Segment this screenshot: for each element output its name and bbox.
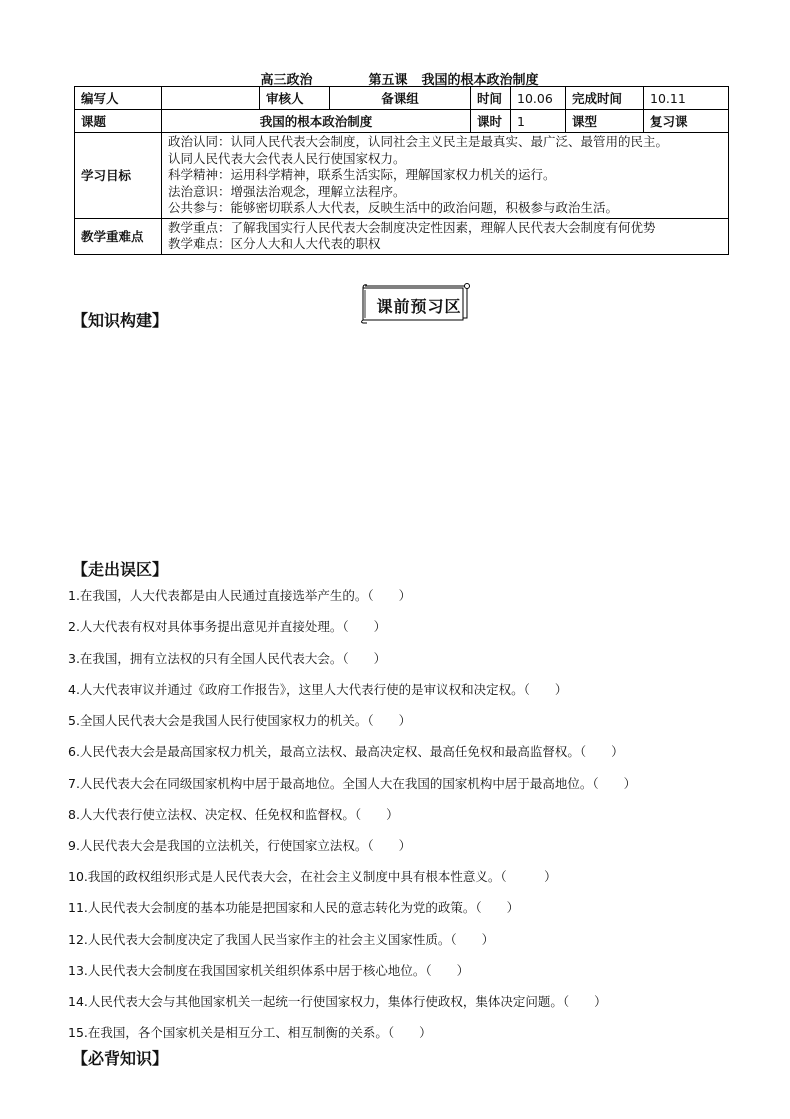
list-item: 15.在我国，各个国家机关是相互分工、相互制衡的关系。（ ） [68, 1025, 432, 1040]
finish-label: 完成时间 [566, 87, 644, 110]
list-item: 4.人大代表审议并通过《政府工作报告》，这里人大代表行使的是审议权和决定权。（ ） [68, 682, 568, 697]
list-item: 6.人民代表大会是最高国家权力机关，最高立法权、最高决定权、最高任免权和最高监督权。（ ） [68, 744, 624, 759]
table-row [75, 110, 729, 133]
title-lesson: 第五课 [368, 73, 408, 88]
time-value: 10.06 [511, 87, 566, 110]
goal-line: 政治认同：认同人民代表大会制度，认同社会主义民主是最真实、最广泛、最管用的民主。 [168, 134, 669, 149]
goal-line: 法治意识：增强法治观念，理解立法程序。 [168, 183, 406, 199]
focus-line: 教学重点：了解我国实行人民代表大会制度决定性因素，理解人民代表大会制度有何优势 [168, 219, 656, 235]
list-item: 5.全国人民代表大会是我国人民行使国家权力的机关。（ ） [68, 713, 412, 728]
list-item: 8.人大代表行使立法权、决定权、任免权和监督权。（ ） [68, 807, 399, 822]
list-item: 13.人民代表大会制度在我国国家机关组织体系中居于核心地位。（ ） [68, 963, 470, 978]
list-item: 10.我国的政权组织形式是人民代表大会，在社会主义制度中具有根本性意义。（ ） [68, 869, 557, 884]
section-knowledge: 【知识构建】 [72, 311, 169, 330]
type-value: 复习课 [644, 110, 729, 133]
title-topic: 我国的根本政治制度 [421, 73, 539, 88]
author-value [162, 87, 260, 110]
time-label: 时间 [471, 87, 511, 110]
preview-scroll-badge [359, 282, 471, 324]
finish-value: 10.11 [644, 87, 729, 110]
subject-value: 我国的根本政治制度 [162, 110, 471, 133]
reviewer-label: 审核人 [260, 87, 330, 110]
preview-badge-label: 课前预习区 [376, 297, 462, 316]
focus-line: 教学难点：区分人大和人大代表的职权 [168, 236, 381, 251]
goal-line: 公共参与：能够密切联系人大代表，反映生活中的政治问题，积极参与政治生活。 [168, 200, 619, 215]
list-item: 3.在我国，拥有立法权的只有全国人民代表大会。（ ） [68, 651, 387, 666]
table-row [75, 218, 729, 254]
document-title [0, 54, 790, 88]
group-label: 备课组 [330, 87, 471, 110]
author-label: 编写人 [75, 87, 162, 110]
hours-label: 课时 [471, 110, 511, 133]
list-item: 2.人大代表有权对具体事务提出意见并直接处理。（ ） [68, 619, 387, 634]
lesson-info-table [74, 86, 729, 255]
list-item: 12.人民代表大会制度决定了我国人民当家作主的社会主义国家性质。（ ） [68, 932, 495, 947]
type-label: 课型 [566, 110, 644, 133]
list-item: 7.人民代表大会在同级国家机构中居于最高地位。全国人大在我国的国家机构中居于最高地位。（ ） [68, 776, 637, 791]
title-subject: 高三政治 [260, 73, 313, 88]
goals-label: 学习目标 [75, 133, 162, 219]
goal-line: 认同人民代表大会代表人民行使国家权力。 [168, 150, 406, 166]
goal-line: 科学精神：运用科学精神，联系生活实际，理解国家权力机关的运行。 [168, 167, 556, 182]
list-item: 9.人民代表大会是我国的立法机关，行使国家立法权。（ ） [68, 838, 412, 853]
subject-label: 课题 [75, 110, 162, 133]
section-mistakes: 【走出误区】 [72, 560, 169, 579]
focus-cell [162, 218, 729, 254]
table-row [75, 133, 729, 219]
hours-value: 1 [511, 110, 566, 133]
table-row [75, 87, 729, 110]
list-item: 11.人民代表大会制度的基本功能是把国家和人民的意志转化为党的政策。（ ） [68, 900, 520, 915]
goals-cell [162, 133, 729, 219]
section-must-know: 【必背知识】 [72, 1049, 169, 1068]
list-item: 14.人民代表大会与其他国家机关一起统一行使国家权力，集体行使政权，集体决定问题。（ ） [68, 994, 607, 1009]
list-item: 1.在我国，人大代表都是由人民通过直接选举产生的。（ ） [68, 588, 412, 603]
focus-label: 教学重难点 [75, 218, 162, 254]
